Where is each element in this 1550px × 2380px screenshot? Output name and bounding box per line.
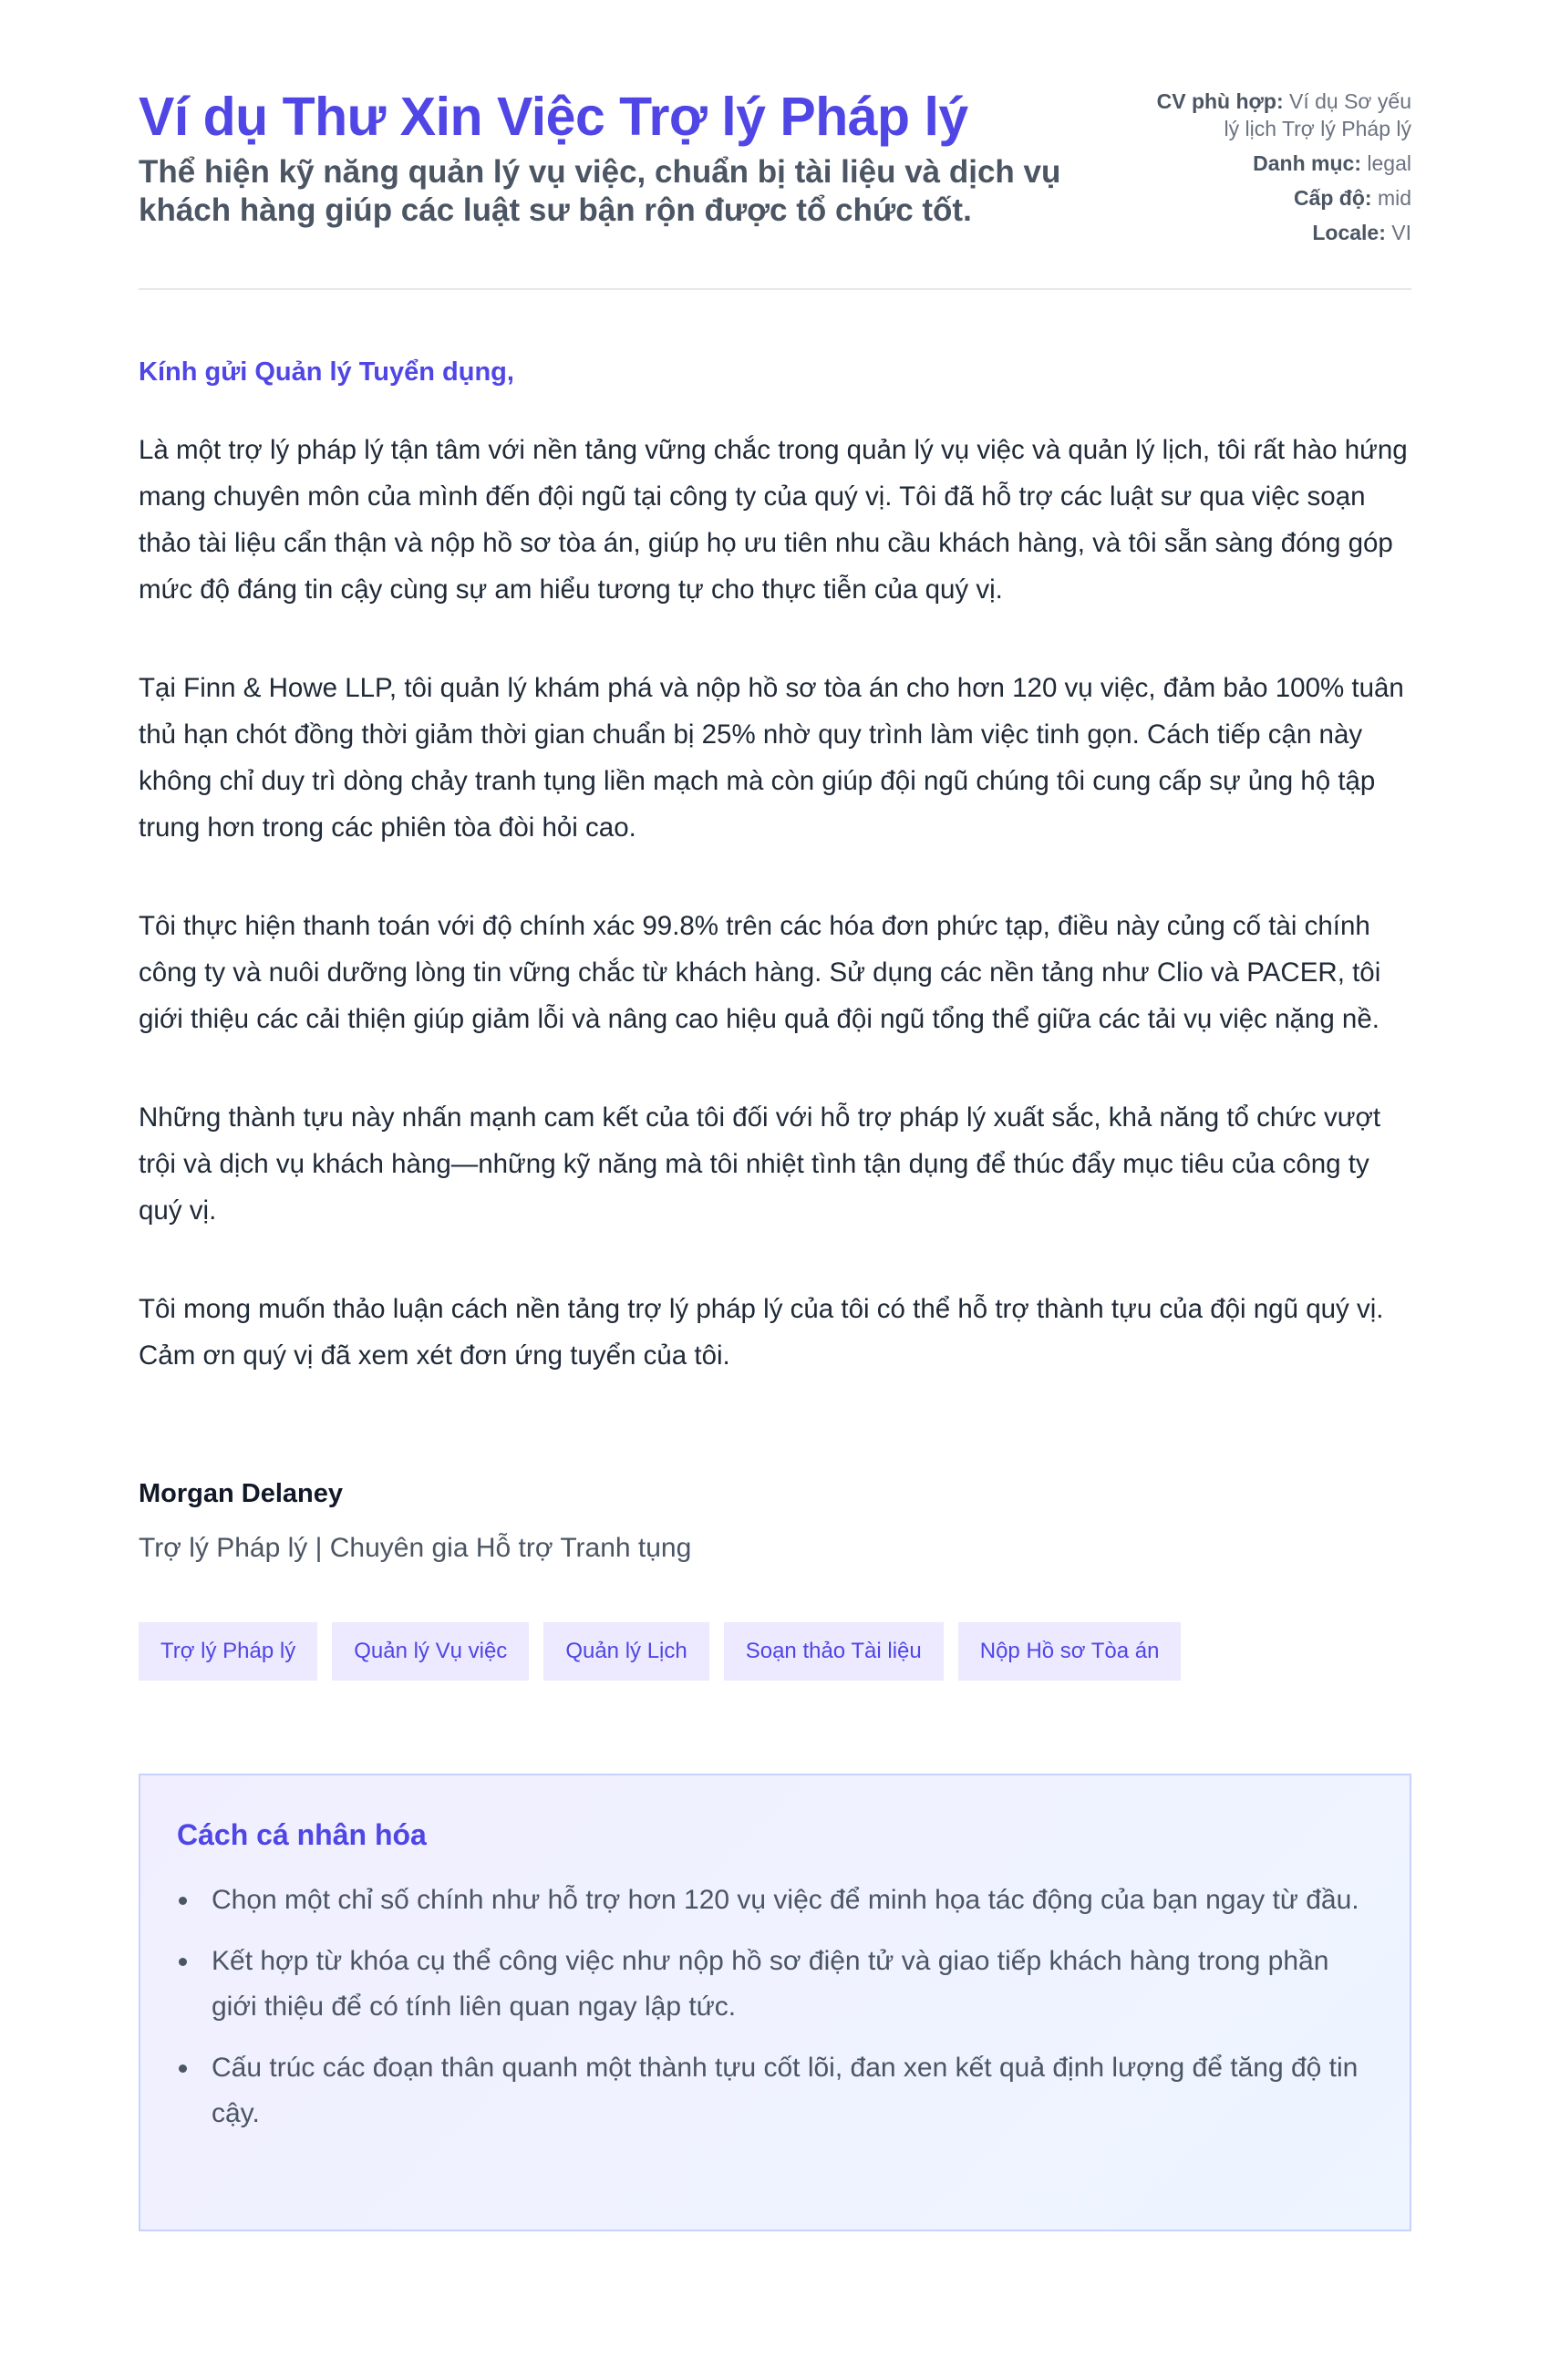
letter-paragraph: Tôi mong muốn thảo luận cách nền tảng trợ lý pháp lý của tôi có thể hỗ trợ thành tựu của đội ngũ quý vị. Cảm ơn quý vị đã xem xét đơn ứng tuyển của tôi. bbox=[139, 1294, 1384, 1371]
bullet-icon bbox=[179, 2064, 187, 2073]
header-titles bbox=[139, 84, 1123, 230]
skill-tag[interactable]: Quản lý Vụ việc bbox=[332, 1622, 529, 1681]
tips-item-text: Kết hợp từ khóa cụ thể công việc như nộp hồ sơ điện tử và giao tiếp khách hàng trong phần giới thiệu để có tính liên quan ngay lập tức. bbox=[212, 1946, 1329, 2022]
meta-category-label: Danh mục: bbox=[1253, 151, 1361, 175]
page-title: Ví dụ Thư Xin Việc Trợ lý Pháp lý bbox=[139, 87, 968, 147]
meta-panel bbox=[1138, 88, 1411, 254]
signature-name: Morgan Delaney bbox=[139, 1479, 343, 1508]
page-subtitle: Thể hiện kỹ năng quản lý vụ việc, chuẩn bị tài liệu và dịch vụ khách hàng giúp các luật sư bận rộn được tổ chức tốt. bbox=[139, 154, 1061, 228]
letter-paragraph: Tại Finn & Howe LLP, tôi quản lý khám phá và nộp hồ sơ tòa án cho hơn 120 vụ việc, đảm bảo 100% tuân thủ hạn chót đồng thời giảm thời gian chuẩn bị 25% nhờ quy trình làm việc tinh gọn. Cách tiếp cận này không chỉ duy trì dòng chảy tranh tụng liền mạch mà còn giúp đội ngũ chúng tôi cung cấp sự ủng hộ tập trung hơn trong các phiên tòa đòi hỏi cao. bbox=[139, 673, 1404, 843]
tips-item bbox=[177, 1878, 1373, 1923]
letter-paragraph: Tôi thực hiện thanh toán với độ chính xác 99.8% trên các hóa đơn phức tạp, điều này củng cố tài chính công ty và nuôi dưỡng lòng tin vững chắc từ khách hàng. Sử dụng các nền tảng như Clio và PACER, tôi giới thiệu các cải thiện giúp giảm lỗi và nâng cao hiệu quả đội ngũ tổng thể giữa các tải vụ việc nặng nề. bbox=[139, 911, 1381, 1034]
tips-title: Cách cá nhân hóa bbox=[177, 1818, 427, 1851]
signature-role: Trợ lý Pháp lý | Chuyên gia Hỗ trợ Tranh tụng bbox=[139, 1533, 692, 1563]
personalize-tips-box bbox=[139, 1774, 1411, 2231]
tips-item bbox=[177, 2045, 1373, 2137]
meta-cv bbox=[1138, 88, 1411, 142]
skill-tag[interactable]: Soạn thảo Tài liệu bbox=[724, 1622, 944, 1681]
tips-item bbox=[177, 1939, 1373, 2030]
meta-level bbox=[1138, 184, 1411, 212]
page-header bbox=[139, 0, 1411, 290]
letter-paragraph: Là một trợ lý pháp lý tận tâm với nền tảng vững chắc trong quản lý vụ việc và quản lý lịch, tôi rất hào hứng mang chuyên môn của mình đến đội ngũ tại công ty của quý vị. Tôi đã hỗ trợ các luật sư qua việc soạn thảo tài liệu cẩn thận và nộp hồ sơ tòa án, giúp họ ưu tiên nhu cầu khách hàng, và tôi sẵn sàng đóng góp mức độ đáng tin cậy cùng sự am hiểu tương tự cho thực tiễn của quý vị. bbox=[139, 435, 1408, 605]
tips-list bbox=[177, 1878, 1373, 2137]
meta-locale-value: VI bbox=[1391, 221, 1411, 244]
meta-cv-value[interactable]: Ví dụ Sơ yếu lý lịch Trợ lý Pháp lý bbox=[1224, 89, 1411, 140]
skill-tag[interactable]: Quản lý Lịch bbox=[543, 1622, 708, 1681]
meta-category-value: legal bbox=[1367, 151, 1411, 175]
bullet-icon bbox=[179, 1958, 187, 1966]
meta-category bbox=[1138, 150, 1411, 177]
letter-body bbox=[139, 354, 1411, 1568]
meta-level-label: Cấp độ: bbox=[1293, 186, 1372, 210]
skill-tag[interactable]: Trợ lý Pháp lý bbox=[139, 1622, 317, 1681]
meta-level-value: mid bbox=[1377, 186, 1411, 210]
tips-item-text: Chọn một chỉ số chính như hỗ trợ hơn 120 vụ việc để minh họa tác động của bạn ngay từ đầu. bbox=[212, 1885, 1359, 1915]
skill-tag[interactable]: Nộp Hồ sơ Tòa án bbox=[958, 1622, 1182, 1681]
meta-locale bbox=[1138, 219, 1411, 246]
letter-paragraph: Những thành tựu này nhấn mạnh cam kết của tôi đối với hỗ trợ pháp lý xuất sắc, khả năng tổ chức vượt trội và dịch vụ khách hàng—những kỹ năng mà tôi nhiệt tình tận dụng để thúc đẩy mục tiêu của công ty quý vị. bbox=[139, 1102, 1381, 1226]
letter-greeting: Kính gửi Quản lý Tuyển dụng, bbox=[139, 357, 514, 387]
tips-item-text: Cấu trúc các đoạn thân quanh một thành tựu cốt lõi, đan xen kết quả định lượng để tăng độ tin cậy. bbox=[212, 2053, 1359, 2128]
meta-locale-label: Locale: bbox=[1312, 221, 1386, 244]
bullet-icon bbox=[179, 1897, 187, 1905]
meta-cv-label: CV phù hợp: bbox=[1156, 89, 1284, 113]
skill-tags bbox=[139, 1622, 1411, 1681]
